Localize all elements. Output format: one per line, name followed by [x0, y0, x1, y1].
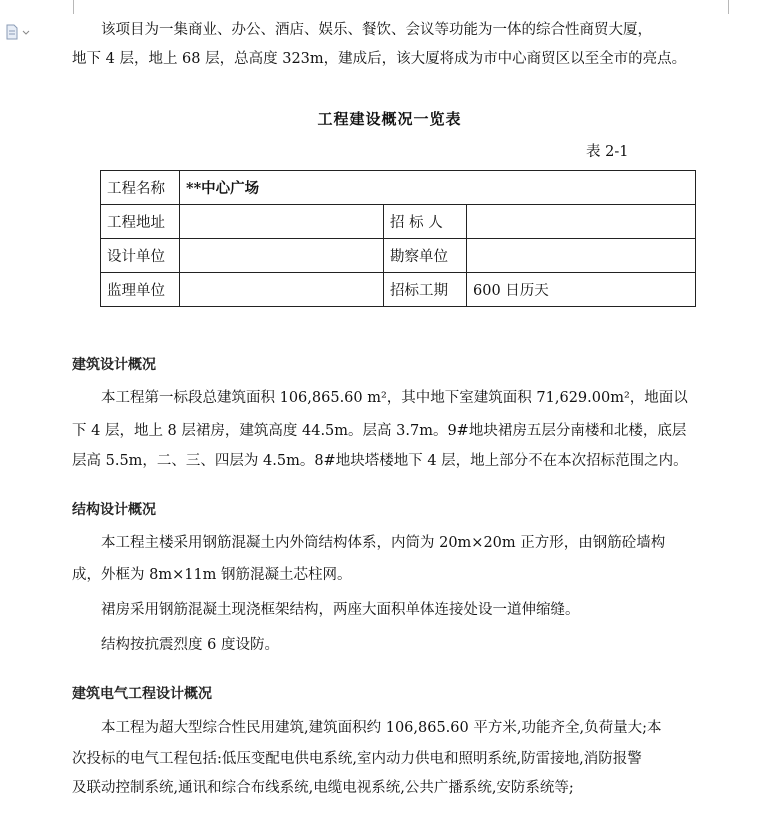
table-cell-value: 600 日历天 [467, 273, 696, 307]
table-cell-value [467, 239, 696, 273]
page-margin-marker [728, 0, 729, 14]
table-cell-value [180, 239, 384, 273]
table-row [101, 239, 696, 273]
project-info-table [100, 170, 696, 307]
table-cell-label: 招标工期 [384, 273, 467, 307]
paragraph-line: 本工程为超大型综合性民用建筑,建筑面积约 106,865.60 平方米,功能齐全,负荷量大;本 [101, 720, 662, 736]
table-cell-label: 工程名称 [101, 171, 180, 205]
table-title: 工程建设概况一览表 [317, 110, 462, 128]
table-cell-value: **中心广场 [180, 171, 696, 205]
section-heading-architecture: 建筑设计概况 [72, 357, 156, 373]
section-heading-electrical: 建筑电气工程设计概况 [72, 686, 212, 702]
paragraph-line: 层高 5.5m，二、三、四层为 4.5m。8#地块塔楼地下 4 层，地上部分不在本次招标范围之内。 [72, 453, 688, 469]
table-row [101, 205, 696, 239]
paragraph-line: 及联动控制系统,通讯和综合布线系统,电缆电视系统,公共广播系统,安防系统等; [72, 780, 574, 796]
table-row [101, 171, 696, 205]
paragraph-line: 次投标的电气工程包括:低压变配电供电系统,室内动力供电和照明系统,防雷接地,消防报警 [72, 751, 642, 767]
table-cell-label: 设计单位 [101, 239, 180, 273]
table-cell-value [180, 205, 384, 239]
paragraph-line: 裙房采用钢筋混凝土现浇框架结构，两座大面积单体连接处设一道伸缩缝。 [101, 602, 580, 618]
table-cell-value [467, 205, 696, 239]
document-icon[interactable] [6, 24, 32, 40]
paragraph-line: 成，外框为 8m×11m 钢筋混凝土芯柱网。 [72, 567, 352, 583]
table-cell-label: 监理单位 [101, 273, 180, 307]
table-cell-label: 招 标 人 [384, 205, 467, 239]
table-cell-label: 勘察单位 [384, 239, 467, 273]
intro-line-1: 该项目为一集商业、办公、酒店、娱乐、餐饮、会议等功能为一体的综合性商贸大厦， [101, 22, 652, 38]
section-heading-structure: 结构设计概况 [72, 502, 156, 518]
paragraph-line: 本工程主楼采用钢筋混凝土内外筒结构体系，内筒为 20m×20m 正方形，由钢筋砼墙构 [101, 535, 666, 551]
paragraph-line: 结构按抗震烈度 6 度设防。 [101, 637, 279, 653]
table-cell-value [180, 273, 384, 307]
intro-line-2: 地下 4 层，地上 68 层，总高度 323m，建成后，该大厦将成为市中心商贸区以至全市的亮点。 [72, 51, 687, 67]
table-cell-label: 工程地址 [101, 205, 180, 239]
table-row [101, 273, 696, 307]
paragraph-line: 下 4 层，地上 8 层裙房，建筑高度 44.5m。层高 3.7m。9#地块裙房五层分南楼和北楼，底层 [72, 423, 687, 439]
table-number: 表 2-1 [586, 144, 629, 160]
paragraph-line: 本工程第一标段总建筑面积 106,865.60 m²，其中地下室建筑面积 71,629.00m²，地面以 [101, 390, 688, 406]
